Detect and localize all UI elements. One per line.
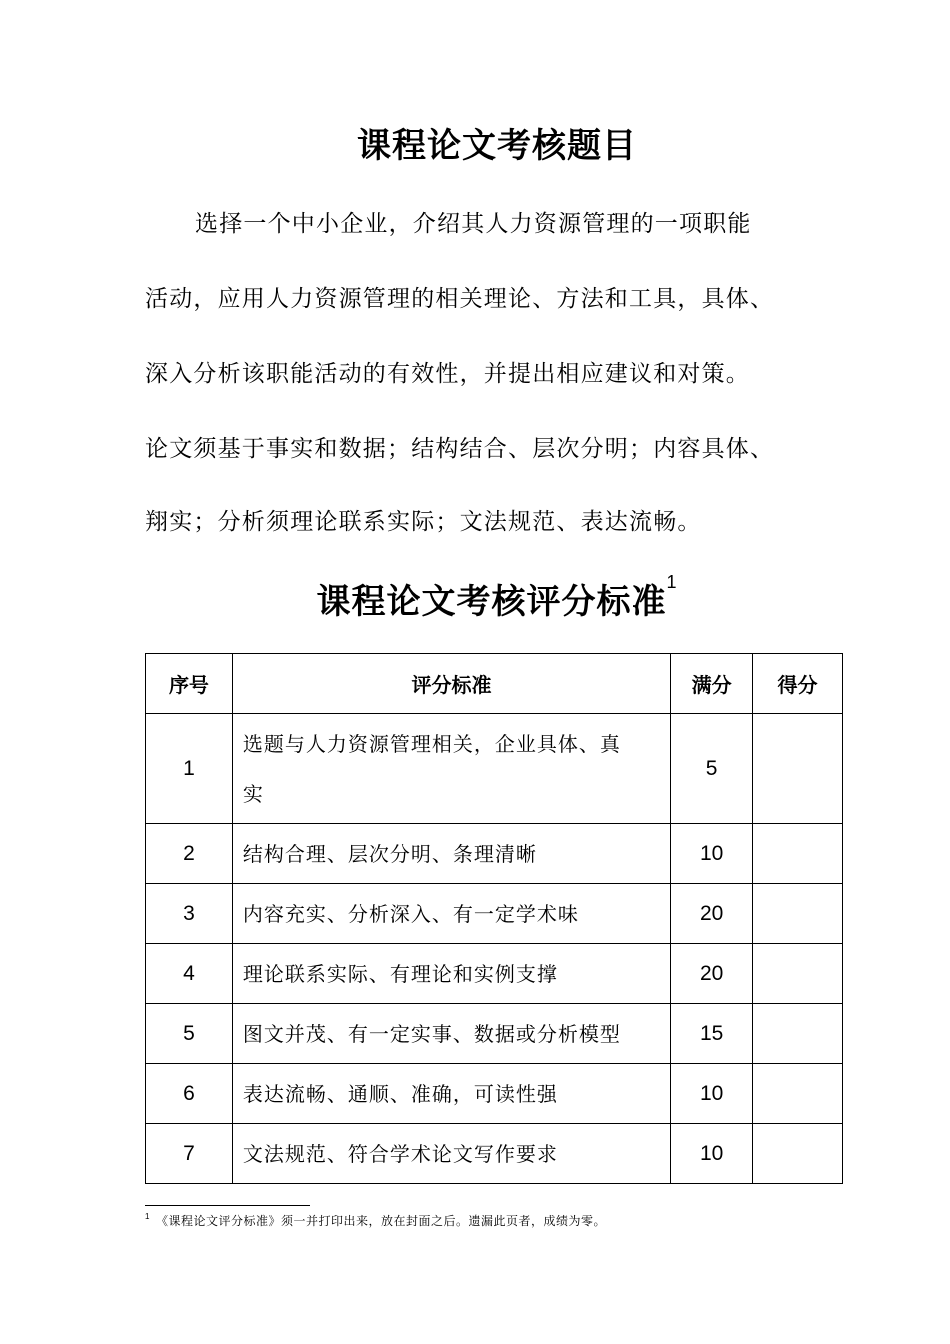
- row-full-score: 20: [671, 884, 753, 944]
- page-title: 课程论文考核题目: [357, 126, 637, 166]
- paragraph-line: 活动，应用人力资源管理的相关理论、方法和工具，具体、: [145, 286, 775, 312]
- table-row: [146, 714, 843, 824]
- table-header-row: [146, 654, 843, 714]
- paragraph-line: 选择一个中小企业，介绍其人力资源管理的一项职能: [195, 211, 752, 237]
- row-full-score: 5: [671, 714, 753, 824]
- row-criterion: 图文并茂、有一定实事、数据或分析模型: [232, 1004, 670, 1064]
- row-full-score: 10: [671, 1064, 753, 1124]
- paragraph-line: 论文须基于事实和数据；结构结合、层次分明；内容具体、: [145, 436, 775, 462]
- criterion-line: 实: [242, 781, 264, 806]
- row-number: 4: [146, 944, 233, 1004]
- row-score-cell[interactable]: [753, 714, 843, 824]
- row-number: 1: [146, 714, 233, 824]
- row-number: 3: [146, 884, 233, 944]
- header-no: 序号: [146, 654, 233, 714]
- row-criterion: 内容充实、分析深入、有一定学术味: [232, 884, 670, 944]
- footnote-divider: [145, 1205, 310, 1206]
- header-criterion: 评分标准: [232, 654, 670, 714]
- table-row: [146, 944, 843, 1004]
- scoring-table: [145, 653, 843, 1184]
- row-criterion: 表达流畅、通顺、准确，可读性强: [232, 1064, 670, 1124]
- row-criterion: 理论联系实际、有理论和实例支撑: [232, 944, 670, 1004]
- row-criterion: 文法规范、符合学术论文写作要求: [232, 1124, 670, 1184]
- row-score-cell[interactable]: [753, 884, 843, 944]
- criterion-line: 选题与人力资源管理相关，企业具体、真: [242, 731, 621, 756]
- header-full-score: 满分: [671, 654, 753, 714]
- row-score-cell[interactable]: [753, 944, 843, 1004]
- row-full-score: 15: [671, 1004, 753, 1064]
- footnote-mark: 1: [145, 1212, 150, 1221]
- row-full-score: 10: [671, 1124, 753, 1184]
- table-row: [146, 1064, 843, 1124]
- row-score-cell[interactable]: [753, 1124, 843, 1184]
- row-number: 6: [146, 1064, 233, 1124]
- table-row: [146, 1124, 843, 1184]
- row-score-cell[interactable]: [753, 824, 843, 884]
- table-row: [146, 824, 843, 884]
- paragraph-line: 深入分析该职能活动的有效性，并提出相应建议和对策。: [145, 361, 750, 387]
- row-number: 7: [146, 1124, 233, 1184]
- footnote-reference[interactable]: 1: [666, 572, 678, 592]
- table-row: [146, 884, 843, 944]
- header-score: 得分: [753, 654, 843, 714]
- footnote-text: 《课程论文评分标准》须一并打印出来，放在封面之后。遗漏此页者，成绩为零。: [155, 1214, 606, 1228]
- row-score-cell[interactable]: [753, 1064, 843, 1124]
- criteria-title-text: 课程论文考核评分标准: [316, 582, 667, 622]
- row-number: 2: [146, 824, 233, 884]
- row-full-score: 20: [671, 944, 753, 1004]
- criteria-title: [22, 574, 950, 623]
- row-full-score: 10: [671, 824, 753, 884]
- row-number: 5: [146, 1004, 233, 1064]
- paragraph-line: 翔实；分析须理论联系实际；文法规范、表达流畅。: [145, 509, 702, 535]
- footnote: [145, 1212, 606, 1229]
- row-criterion: [232, 714, 670, 824]
- row-criterion: 结构合理、层次分明、条理清晰: [232, 824, 670, 884]
- row-score-cell[interactable]: [753, 1004, 843, 1064]
- table-row: [146, 1004, 843, 1064]
